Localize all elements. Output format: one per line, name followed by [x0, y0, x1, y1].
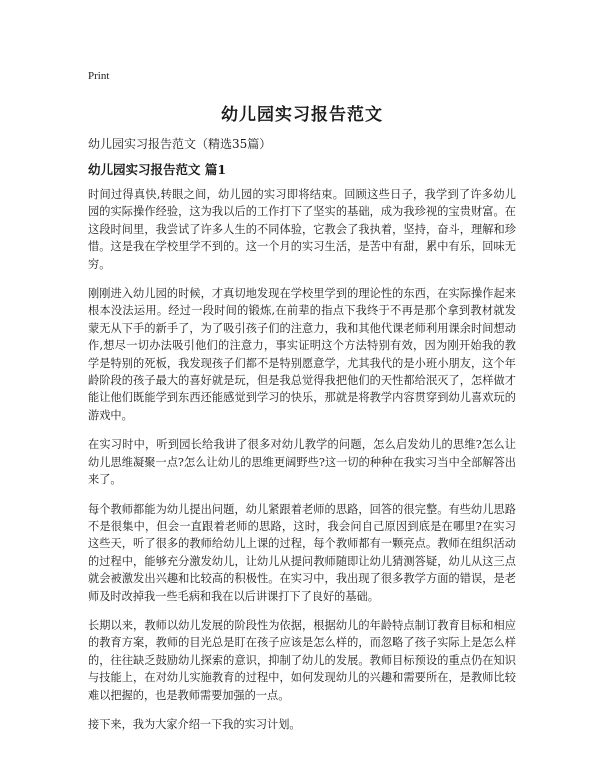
section-heading: 幼儿园实习报告范文 篇1	[88, 162, 227, 177]
document-subtitle: 幼儿园实习报告范文（精选35篇）	[88, 137, 272, 151]
document-title: 幼儿园实习报告范文	[221, 105, 383, 125]
paragraph-5: 长期以来，教师以幼儿发展的阶段性为依据，根据幼儿的年龄特点制订教育目标和相应的教育方案，教师的目光总是盯在孩子应该是怎么样的，而忽略了孩子实际上是怎么样的，往往缺乏鼓励幼儿探索的意识，抑制了幼儿的发展。教师目标预设的重点仍在知识与技能上，在对幼儿实施教育的过程中，如何发现幼儿的兴趣和需要所在，是教师比较难以把握的，也是教师需要加强的一点。	[88, 618, 516, 702]
paragraph-3: 在实习时中，听到园长给我讲了很多对幼儿教学的问题，怎么启发幼儿的思维?怎么让幼儿思维凝聚一点?怎么让幼儿的思维更阔野些?这一切的种种在我实习当中全部解答出来了。	[88, 438, 516, 487]
document-body	[88, 186, 516, 745]
paragraph-2: 刚刚进入幼儿园的时候，才真切地发现在学校里学到的理论性的东西，在实际操作起来根本没法运用。经过一段时间的锻炼,在前辈的指点下我终于不再是那个拿到教材就发蒙无从下手的新手了，为了吸引孩子们的注意力，我和其他代课老师利用课余时间想动作,想尽一切办法吸引他们的注意力，事实证明这个方法特别有效，因为刚开始我的教学是特别的死板，我发现孩子们都不是特别愿意学，尤其我代的是小班小朋友，这个年龄阶段的孩子最大的喜好就是玩，但是我总觉得我把他们的天性都给泯灭了，怎样做才能让他们既能学到东西还能感觉到学习的快乐，那就是将教学内容贯穿到幼儿喜欢玩的游戏中。	[88, 287, 516, 422]
print-label: Print	[88, 70, 110, 82]
paragraph-6: 接下来，我为大家介绍一下我的实习计划。	[88, 717, 301, 731]
paragraph-4: 每个教师都能为幼儿提出问题，幼儿紧跟着老师的思路，回答的很完整。有些幼儿思路不是很集中，但会一直跟着老师的思路，这时，我会问自己原因到底是在哪里?在实习这些天，听了很多的教师给幼儿上课的过程，每个教师都有一颗亮点。教师在组织活动的过程中，能够充分激发幼儿，让幼儿从提问教师随即让幼儿猜测答疑，幼儿从这三点就会被激发出兴趣和比较高的积极性。在实习中，我出现了很多教学方面的错误，是老师及时改掉我一些毛病和我在以后讲课打下了良好的基础。	[88, 502, 516, 603]
paragraph-1: 时间过得真快,转眼之间，幼儿园的实习即将结束。回顾这些日子，我学到了许多幼儿园的实际操作经验，这为我以后的工作打下了坚实的基础，成为我珍视的宝贵财富。在这段时间里，我尝试了许多人生的不同体验，它教会了我执着，坚持，奋斗，理解和珍惜。这是我在学校里学不到的。这一个月的实习生活，是苦中有甜，累中有乐，回味无穷。	[88, 188, 516, 271]
